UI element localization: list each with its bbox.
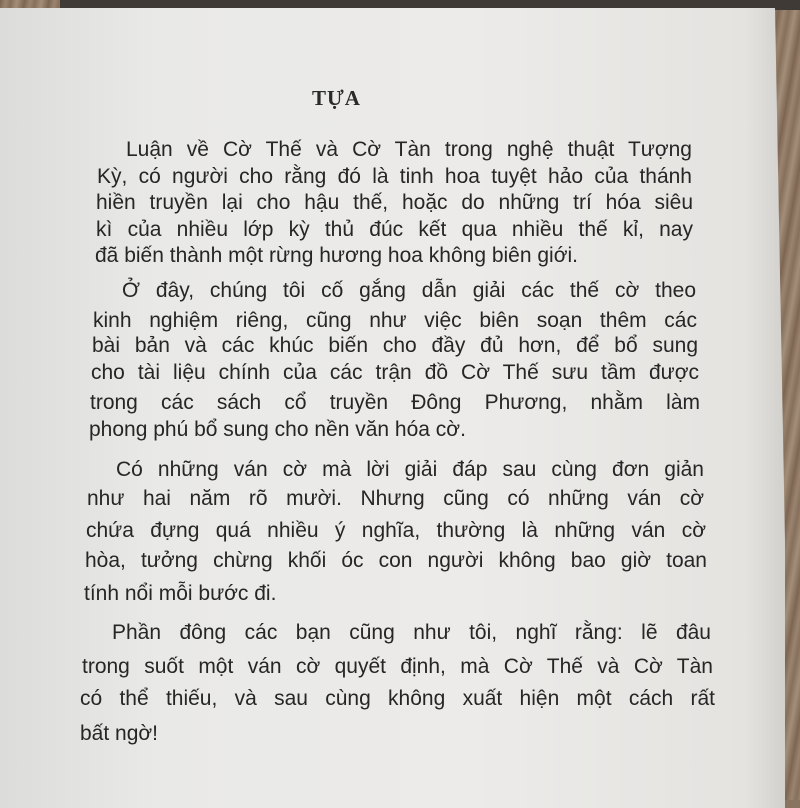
text-line: Phần đông các bạn cũng như tôi, nghĩ rằng: lẽ đâu (112, 621, 711, 644)
text-line: Ở đây, chúng tôi cố gắng dẫn giải các thế cờ theo (122, 279, 696, 302)
text-line: tính nổi mỗi bước đi. (84, 582, 277, 605)
text-line: trong suốt một ván cờ quyết định, mà Cờ Thế và Cờ Tàn (82, 655, 713, 678)
text-line: cho tài liệu chính của các trận đồ Cờ Thế sưu tầm được (91, 361, 699, 384)
text-line: Kỳ, có người cho rằng đó là tinh hoa tuyệt hảo của thánh (97, 165, 692, 188)
text-line: hiền truyền lại cho hậu thế, hoặc do những trí hóa siêu (96, 191, 693, 214)
text-line: kì của nhiều lớp kỳ thủ đúc kết qua nhiều thế kỉ, nay (96, 218, 693, 241)
text-line: kinh nghiệm riêng, cũng như việc biên soạn thêm các (93, 309, 697, 332)
page-title: TỰA (312, 86, 361, 110)
text-line: có thể thiếu, và sau cùng không xuất hiện một cách rất (80, 687, 715, 710)
text-line: trong các sách cổ truyền Đông Phương, nhằm làm (90, 391, 700, 414)
text-line: bất ngờ! (80, 722, 158, 745)
text-line: bài bản và các khúc biến cho đầy đủ hơn, để bổ sung (92, 334, 698, 357)
text-line: đã biến thành một rừng hương hoa không biên giới. (95, 244, 578, 267)
text-line: hòa, tưởng chừng khối óc con người không bao giờ toan (85, 549, 707, 572)
text-line: Luận về Cờ Thế và Cờ Tàn trong nghệ thuật Tượng (126, 138, 692, 161)
text-line: chứa đựng quá nhiều ý nghĩa, thường là những ván cờ (86, 519, 706, 542)
text-line: Có những ván cờ mà lời giải đáp sau cùng đơn giản (116, 458, 704, 481)
text-line: phong phú bổ sung cho nền văn hóa cờ. (89, 418, 466, 441)
text-line: như hai năm rõ mười. Nhưng cũng có những ván cờ (87, 487, 704, 510)
